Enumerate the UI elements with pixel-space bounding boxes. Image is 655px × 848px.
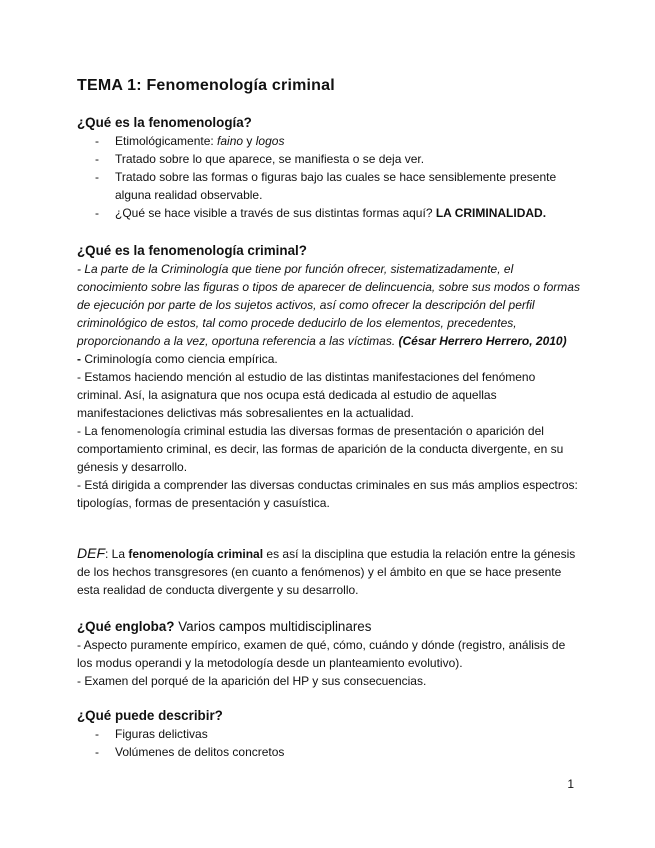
section-what-is-phenomenology <box>77 114 582 222</box>
paragraph <box>77 350 582 368</box>
paragraph: - Estamos haciendo mención al estudio de las distintas manifestaciones del fenómeno criminal. Así, la asignatura que nos ocupa está dedicada al estudio de aquellas manifestaciones delictivas más sobresalientes en la actualidad. <box>77 370 536 420</box>
section-what-can-it-describe <box>77 707 582 761</box>
bullet-list <box>77 132 582 222</box>
quote-text: - La parte de la Criminología que tiene por función ofrecer, sistematizadamente, el conocimiento sobre las figuras o tipos de aparecer de delincuencia, sobre sus modos o formas de ejecución por parte de los sujetos activos, así como ofrecer la descripción del perfil criminológico de estos, tal como procede deducirlo de los elementos, precedentes, proporcionando a la vez, oportuna referencia a las víctimas. <box>77 262 580 348</box>
paragraph: - Está dirigida a comprender las diversas conductas criminales en sus más amplios espectros: tipologías, formas de presentación y casuística. <box>77 478 578 510</box>
paragraph-text: Criminología como ciencia empírica. <box>81 352 278 366</box>
paragraph: - La fenomenología criminal estudia las diversas formas de presentación o aparición del comportamiento criminal, es decir, las formas de aparición de la conducta divergente, en su génesis y desarrollo. <box>77 424 564 474</box>
heading-bold: ¿Qué engloba? <box>77 619 175 634</box>
list-item <box>77 204 582 222</box>
section-scope <box>77 618 582 690</box>
dash: - <box>77 352 81 366</box>
list-item: - Tratado sobre lo que aparece, se manifiesta o se deja ver. <box>77 150 582 168</box>
bullet-text: Etimológicamente: <box>115 134 218 148</box>
section-what-is-criminal-phenomenology <box>77 242 582 512</box>
definition-paragraph <box>77 544 582 599</box>
def-term: fenomenología criminal <box>128 547 264 561</box>
bullet-list <box>77 725 582 761</box>
term-logos: logos <box>255 134 285 148</box>
paragraph: - Examen del porqué de la aparición del HP y sus consecuencias. <box>77 674 427 688</box>
section-heading: ¿Qué es la fenomenología? <box>77 115 252 130</box>
list-item: - Figuras delictivas <box>77 725 582 743</box>
def-label: DEF <box>77 545 105 561</box>
list-item <box>77 132 582 150</box>
list-item: - Volúmenes de delitos concretos <box>77 743 582 761</box>
paragraph: - Aspecto puramente empírico, examen de qué, cómo, cuándo y dónde (registro, análisis de los modus operandi y la metodología desde un planteamiento evolutivo). <box>77 638 566 670</box>
paragraph <box>77 544 582 599</box>
term-faino: faino <box>217 134 244 148</box>
document-title: TEMA 1: Fenomenología criminal <box>77 77 335 94</box>
bullet-text: ¿Qué se hace visible a través de sus distintas formas aquí? <box>115 206 436 220</box>
heading-rest: Varios campos multidisciplinares <box>174 619 372 634</box>
section-heading: ¿Qué es la fenomenología criminal? <box>77 243 307 258</box>
list-item: - Tratado sobre las formas o figuras bajo las cuales se hace sensiblemente presente alguna realidad observable. <box>77 168 582 204</box>
highlight-criminalidad: LA CRIMINALIDAD. <box>435 206 547 220</box>
page-number: 1 <box>567 777 574 791</box>
paragraph-text: : La <box>105 547 129 561</box>
quote-author: (César Herrero Herrero, 2010) <box>398 334 567 348</box>
section-heading <box>77 618 582 636</box>
section-heading: ¿Qué puede describir? <box>77 708 223 723</box>
definition-quote <box>77 260 582 350</box>
paragraph-text: es así la disciplina que estudia la relación entre la génesis de los hechos transgresores (en cuanto a fenómenos) y el ámbito en que se hace presente esta realidad de conducta divergente y su desarrollo. <box>77 547 576 597</box>
bullet-text: y <box>243 134 256 148</box>
